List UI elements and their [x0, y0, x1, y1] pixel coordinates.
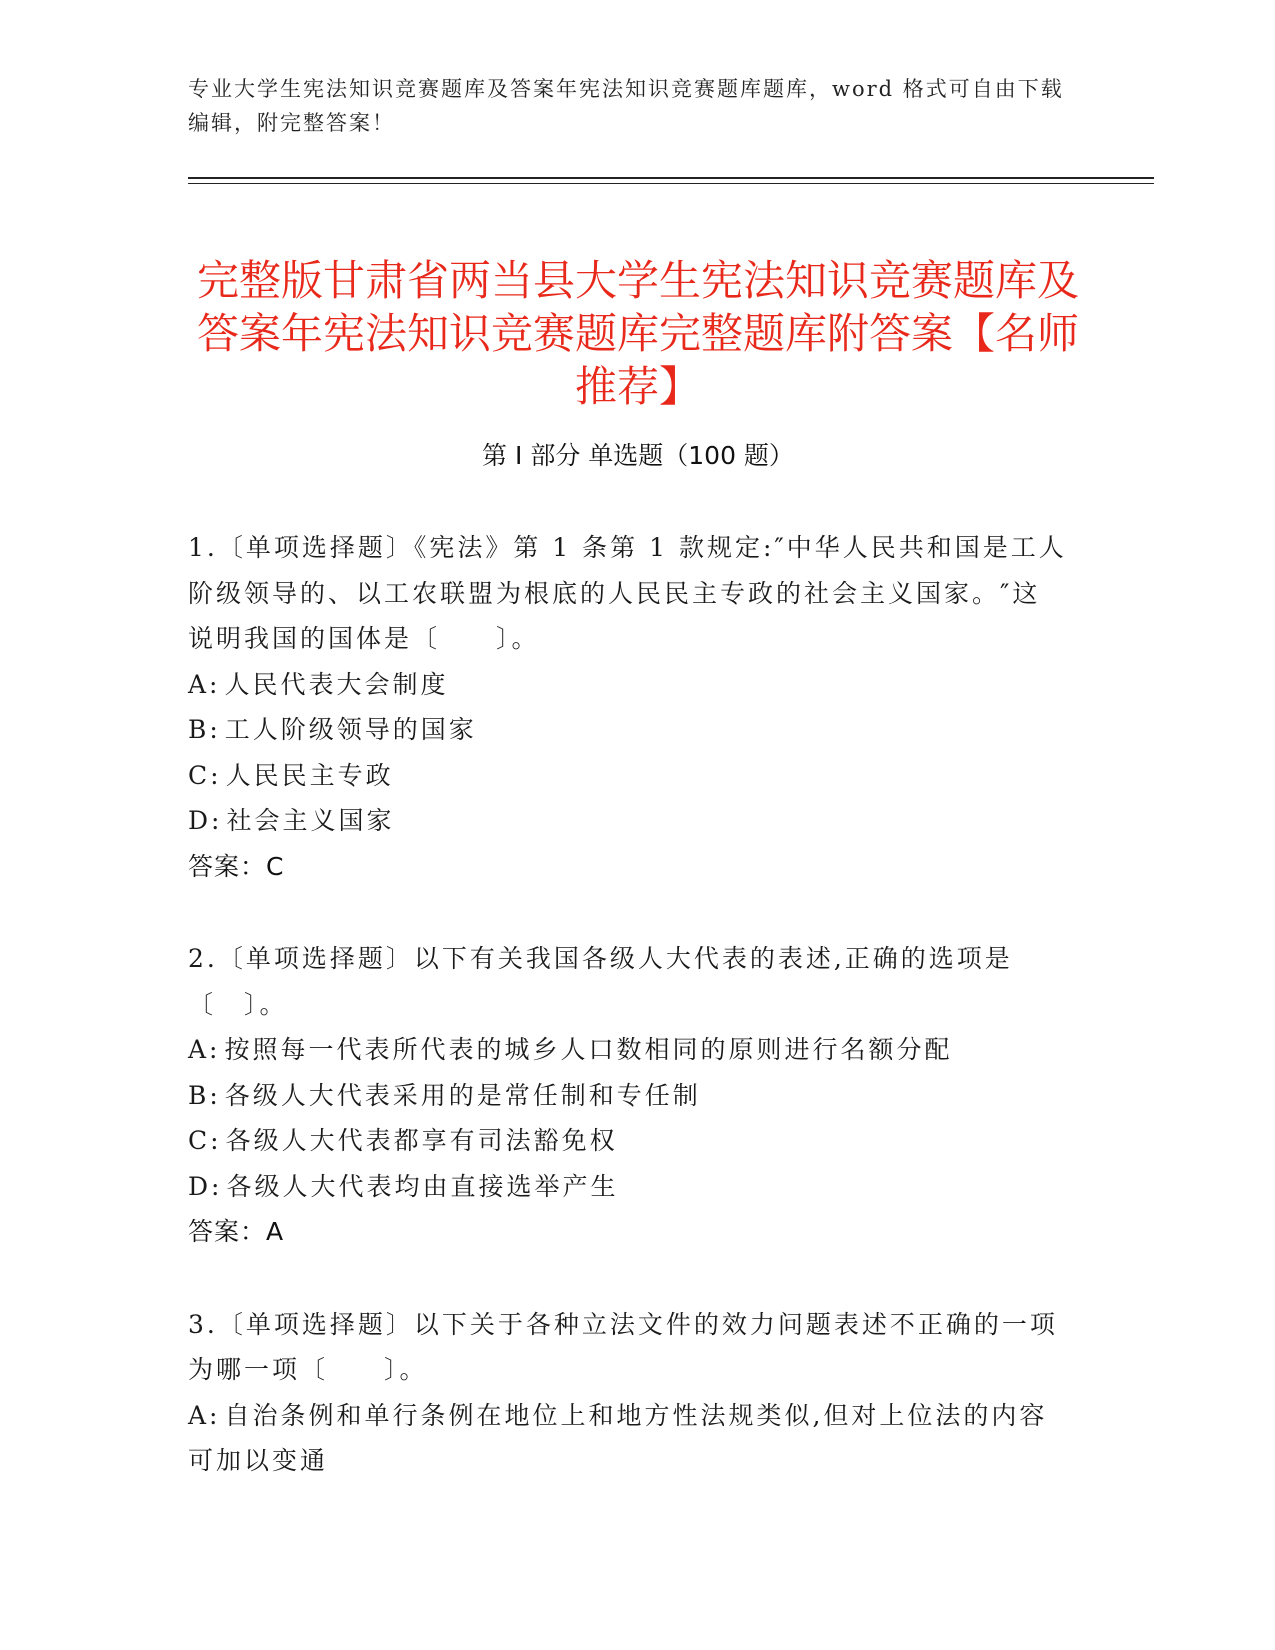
option-a	[188, 662, 1068, 708]
question-item	[188, 525, 1068, 889]
option-key: C:	[188, 1126, 222, 1155]
option-d	[188, 798, 1068, 844]
question-stem: 2.〔单项选择题〕以下有关我国各级人大代表的表述,正确的选项是〔 〕。	[188, 944, 1013, 1019]
option-text: 各级人大代表都享有司法豁免权	[225, 1126, 618, 1155]
question-item	[188, 936, 1068, 1255]
option-c	[188, 1118, 1068, 1164]
option-text: 各级人大代表采用的是常任制和专任制	[224, 1080, 701, 1110]
option-key: B:	[188, 1080, 221, 1110]
question-item	[188, 1302, 1068, 1484]
answer-line: 答案：C	[188, 851, 285, 881]
section-heading: 第 I 部分 单选题（100 题）	[482, 441, 794, 470]
option-text: 各级人大代表均由直接选举产生	[226, 1171, 619, 1201]
option-key: A:	[188, 1400, 221, 1430]
option-key: A:	[188, 1035, 221, 1064]
option-key: B:	[188, 715, 221, 744]
question-list	[188, 525, 1068, 1531]
option-a	[188, 1393, 1068, 1484]
option-text: 按照每一代表所代表的城乡人口数相同的原则进行名额分配	[224, 1035, 953, 1064]
header-divider-thin	[188, 183, 1154, 184]
question-stem: 1.〔单项选择题〕《宪法》第 1 条第 1 款规定:″中华人民共和国是工人阶级领导的、以工农联盟为根底的人民民主专政的社会主义国家。″这说明我国的国体是〔 〕。	[188, 533, 1067, 653]
header-note: 专业大学生宪法知识竞赛题库及答案年宪法知识竞赛题库题库，word 格式可自由下载编辑，附完整答案！	[188, 77, 1064, 135]
option-d	[188, 1164, 1068, 1210]
option-key: D:	[188, 806, 223, 835]
option-b	[188, 1073, 1068, 1119]
option-key: A:	[188, 669, 221, 699]
option-text: 自治条例和单行条例在地位上和地方性法规类似,但对上位法的内容可加以变通	[188, 1400, 1048, 1475]
header-divider-thick	[188, 177, 1154, 179]
option-key: D:	[188, 1171, 223, 1201]
option-key: C:	[188, 760, 222, 790]
option-text: 工人阶级领导的国家	[224, 715, 477, 744]
option-text: 社会主义国家	[226, 806, 395, 835]
answer-line: 答案：A	[188, 1217, 285, 1246]
option-b	[188, 707, 1068, 753]
question-stem: 3.〔单项选择题〕以下关于各种立法文件的效力问题表述不正确的一项为哪一项〔 〕。	[188, 1309, 1058, 1384]
option-a	[188, 1027, 1068, 1073]
option-c	[188, 753, 1068, 799]
document-title: 完整版甘肃省两当县大学生宪法知识竞赛题库及答案年宪法知识竞赛题库完整题库附答案【名师推荐】	[196, 256, 1079, 412]
option-text: 人民代表大会制度	[224, 669, 449, 699]
option-text: 人民民主专政	[225, 760, 394, 790]
